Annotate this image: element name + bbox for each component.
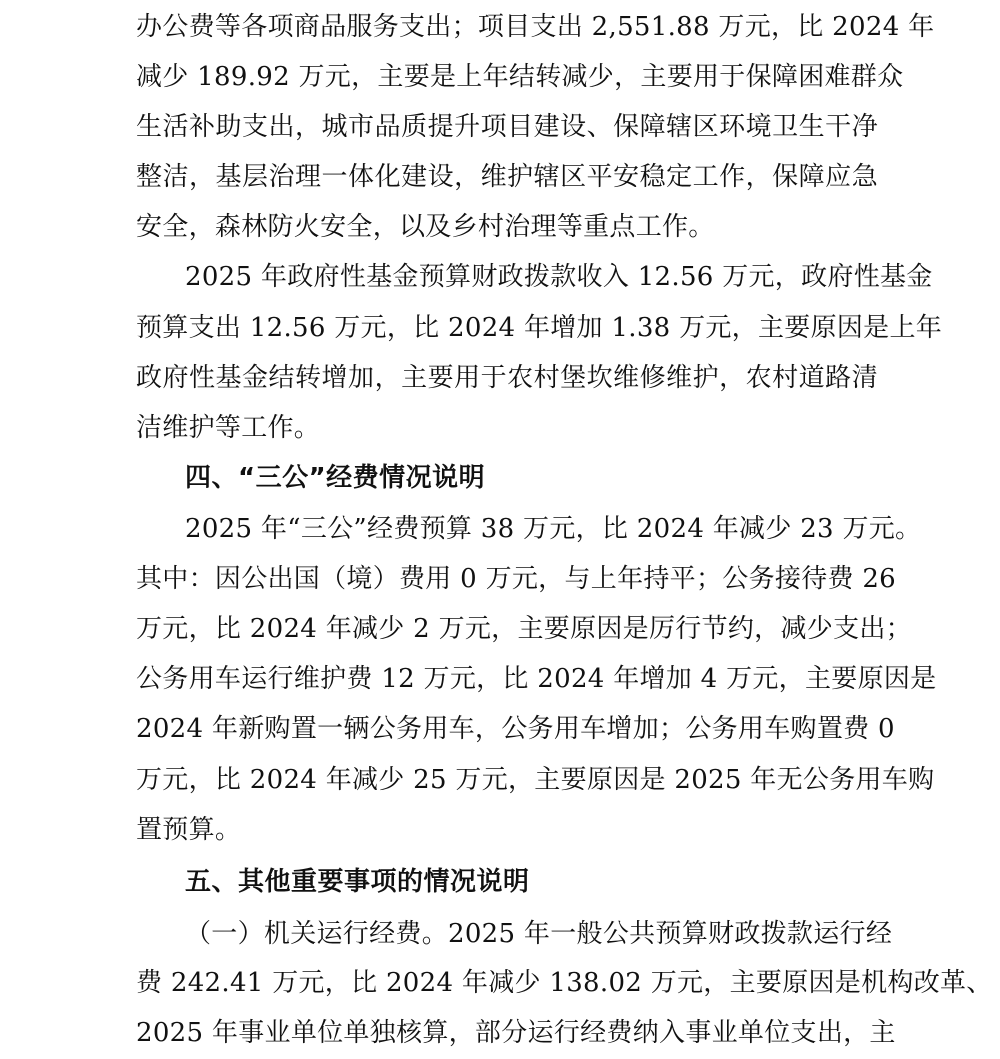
text-line: 减少 189.92 万元，主要是上年结转减少，主要用于保障困难群众 — [136, 62, 904, 92]
text-line: 置预算。 — [136, 815, 242, 845]
text-line: 2024 年新购置一辆公务用车，公务用车增加；公务用车购置费 0 — [136, 714, 895, 744]
text-line: 2025 年“三公”经费预算 38 万元，比 2024 年减少 23 万元。 — [185, 514, 922, 544]
text-line: 安全，森林防火安全，以及乡村治理等重点工作。 — [136, 212, 715, 242]
text-line: 公务用车运行维护费 12 万元，比 2024 年增加 4 万元，主要原因是 — [136, 664, 937, 694]
text-line: 费 242.41 万元，比 2024 年减少 138.02 万元，主要原因是机构改革、 — [136, 968, 993, 998]
text-line: 政府性基金结转增加，主要用于农村堡坎维修维护，农村道路清 — [136, 363, 878, 393]
section-heading: 五、其他重要事项的情况说明 — [185, 867, 530, 897]
section-heading: 四、“三公”经费情况说明 — [185, 463, 486, 493]
text-line: 办公费等各项商品服务支出；项目支出 2,551.88 万元，比 2024 年 — [136, 12, 935, 42]
text-line: 整洁，基层治理一体化建设，维护辖区平安稳定工作，保障应急 — [136, 162, 878, 192]
text-line: （一）机关运行经费。2025 年一般公共预算财政拨款运行经 — [185, 919, 893, 949]
text-line: 预算支出 12.56 万元，比 2024 年增加 1.38 万元，主要原因是上年 — [136, 313, 943, 343]
text-line: 万元，比 2024 年减少 2 万元，主要原因是厉行节约，减少支出； — [136, 614, 912, 644]
text-line: 2025 年事业单位单独核算，部分运行经费纳入事业单位支出，主 — [136, 1018, 896, 1048]
text-line: 其中：因公出国（境）费用 0 万元，与上年持平；公务接待费 26 — [136, 564, 897, 594]
text-line: 2025 年政府性基金预算财政拨款收入 12.56 万元，政府性基金 — [185, 262, 933, 292]
text-line: 洁维护等工作。 — [136, 413, 321, 443]
text-line: 生活补助支出，城市品质提升项目建设、保障辖区环境卫生干净 — [136, 112, 878, 142]
text-line: 万元，比 2024 年减少 25 万元，主要原因是 2025 年无公务用车购 — [136, 765, 935, 795]
